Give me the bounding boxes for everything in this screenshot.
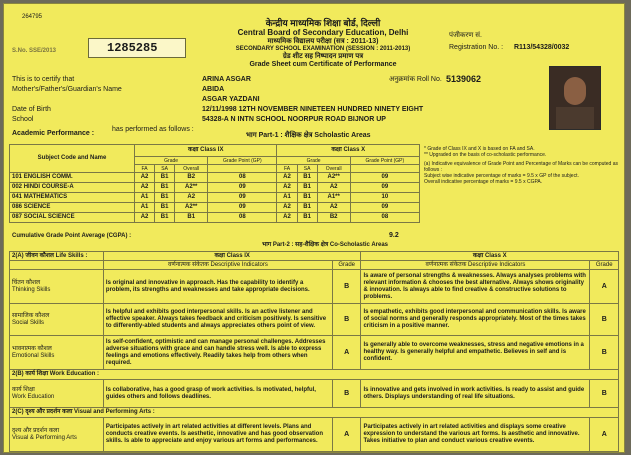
subject-row [10,213,420,223]
grade-header-10: Grade [277,157,350,165]
part2-label: भाग Part-2 : सह-शैक्षिक क्षेत्र Co-Scholastic Areas [262,242,389,248]
skill-grade-9: B [332,270,360,304]
grade-cell: A2 [277,203,297,213]
roll-number: 5139062 [446,74,482,84]
life-skill-row [10,304,619,336]
grade-cell: A1 [135,203,155,213]
note-2: ** Upgraded on the basis of co-scholastic performance. [424,152,547,158]
subject-code: 087 [12,214,23,220]
note-3: (a) Indicative equivalence of Grade Point and Percentage of Marks can be computed as follows : [424,161,619,173]
top-serial: 264795 [22,14,43,20]
class10-header: कक्षा Class X [277,145,420,157]
grade-cell: A2 [135,173,155,183]
subject-name-cell [10,183,135,193]
grade-cell: 09 [350,183,419,193]
work-education-row [10,380,619,408]
candidate-photo [549,66,601,130]
work-grade-10: B [590,380,619,408]
grade-cell: 09 [208,203,277,213]
grade-cell: A2** [175,183,208,193]
skill-grade-9: A [332,336,360,370]
skill-grade-10: A [590,270,619,304]
parent-label: Mother's/Father's/Guardian's Name [12,86,122,93]
roll-label: अनुक्रमांक Roll No. [389,76,442,83]
arts-hindi: दृश्य और प्रदर्शन कला [12,427,60,434]
grade-cell: 08 [208,173,277,183]
gp-header-10: Grade Point (GP) [350,157,419,165]
registration-label: Registration No. : [449,44,504,51]
arts-row [10,418,619,452]
subject-name: ENGLISH COMM. [23,174,73,180]
father-name: ASGAR YAZDANI [202,96,260,103]
subject-name-cell [10,203,135,213]
life-skill-row [10,270,619,304]
cgpa-value: 9.2 [389,232,399,239]
fa-header-9: FA [135,165,155,173]
sheet-title-hindi: ग्रेड शीट सह निष्पादन प्रमाण पत्र [282,53,364,60]
note-5: Overall indicative percentage of marks = 9.5 x CGPA. [424,179,543,185]
grade-cell: B1 [155,213,175,223]
grade-cell: A1** [317,193,350,203]
subject-name: HINDI COURSE-A [23,184,74,190]
grade-cell: 09 [208,193,277,203]
subject-name: MATHEMATICS [23,194,68,200]
subject-name-cell [10,193,135,203]
grading-notes [424,146,620,185]
grade-col-10: Grade [590,261,619,270]
grade-cell: A2 [277,173,297,183]
grade-cell: B1 [297,203,317,213]
skill-grade-10: B [590,336,619,370]
grade-cell: A2 [277,213,297,223]
subject-header: Subject Code and Name [10,145,135,173]
work-english: Work Education [12,393,55,400]
subject-row [10,173,420,183]
work-hindi: कार्य शिक्षा [12,386,35,393]
grade-cell: A2 [277,183,297,193]
registration-number: R113/54328/0032 [514,44,570,51]
grade-cell: B1 [155,193,175,203]
grade-cell: A2 [317,183,350,193]
grade-cell: A2 [317,203,350,213]
gp-header-9: Grade Point (GP) [208,157,277,165]
grade-cell: 09 [350,203,419,213]
co-class10-header: कक्षा Class X [361,252,619,261]
grade-cell: B1 [297,183,317,193]
arts-desc-10: Participates actively in art related activities and displays some creative expression to understand the various art forms. Is aesthetic and innovative. Takes initiative to plan and conduct various creative events. [361,418,590,452]
life-skill-row [10,336,619,370]
overall-header-9: Overall [175,165,208,173]
work-grade-9: B [332,380,360,408]
skill-grade-10: B [590,304,619,336]
skill-desc-10: Is generally able to overcome weaknesses, stress and negative emotions in a healthy way. Is generally helpful and empathetic. Believes in self and is confident. [361,336,590,370]
desc-header-10: वर्णनात्मक संकेतक Descriptive Indicators [361,261,590,270]
subject-name: SOCIAL SCIENCE [23,214,75,220]
skill-hindi: भावनात्मक कौशल [12,345,52,352]
dob-label: Date of Birth [12,106,51,113]
grade-cell: 08 [208,213,277,223]
serial-number: 1285285 [107,41,158,55]
photo-shoulders [556,107,594,129]
arts-header: 2(C) दृश्य और प्रदर्शन कला Visual and Performing Arts : [10,408,619,418]
work-header: 2(B) कार्य शिक्षा Work Education : [10,370,619,380]
subject-name-cell [10,173,135,183]
work-desc-9: Is collaborative, has a good grasp of work activities. Is motivated, helpful, guides others and follows deadlines. [103,380,332,408]
skill-hindi: चिंतन कौशल [12,279,41,286]
serial-prefix: S.No. SSE/2013 [12,48,57,54]
skill-english: Social Skills [12,319,45,326]
subject-row [10,203,420,213]
grade-cell: A2** [317,173,350,183]
skill-desc-10: Is aware of personal strengths & weaknesses. Always analyses problems with relevant information & chooses the best alternative. Always shows originality & innovation. Is always able to find creative & constructive solutions to problems. [361,270,590,304]
grade-cell: A2 [135,183,155,193]
part1-label: भाग Part-1 : शैक्षिक क्षेत्र Scholastic Areas [246,132,371,139]
class9-header: कक्षा Class IX [135,145,277,157]
subject-code: 041 [12,194,23,200]
skill-english: Emotional Skills [12,352,55,359]
subject-code: 086 [12,204,23,210]
board-name-hindi: केन्द्रीय माध्यमिक शिक्षा बोर्ड, दिल्ली [265,18,381,28]
desc-header-9: वर्णनात्मक संकेतक Descriptive Indicators [103,261,332,270]
mother-name: ABIDA [202,86,225,93]
school-label: School [12,116,34,123]
coscholastic-table [9,251,619,452]
grade-cell: B1 [297,193,317,203]
subject-row [10,183,420,193]
subject-name-cell [10,213,135,223]
subject-name: SCIENCE [23,204,51,210]
performance-label: has performed as follows : [112,126,194,133]
exam-name-hindi: माध्यमिक विद्यालय परीक्षा (सत्र : 2011-13) [267,38,379,45]
skill-desc-9: Is helpful and exhibits good interpersonal skills. Is an active listener and effective speaker. Always takes feedback and criticism positively. Is sensitive to differently-abled students and always appreciates others point of view. [103,304,332,336]
arts-grade-9: A [332,418,360,452]
fa-header-10: FA [277,165,297,173]
grade-sheet-document [3,3,625,453]
registration-hindi-label: पंजीकरण सं. [449,32,482,39]
serial-box [88,38,186,58]
arts-grade-10: A [590,418,619,452]
grade-cell: B1 [155,183,175,193]
grade-header-9: Grade [135,157,208,165]
work-desc-10: Is innovative and gets involved in work activities. Is ready to assist and guide others. Displays understanding of real life situations. [361,380,590,408]
academic-label: Academic Performance : [12,130,95,137]
grade-cell: A2 [135,213,155,223]
header-block [193,18,453,69]
grade-cell: B1 [155,173,175,183]
skill-english: Thinking Skills [12,286,51,293]
school-name: 54328-A N INTN SCHOOL NOORPUR ROAD BIJNOR UP [202,116,386,123]
sheet-title: Grade Sheet cum Certificate of Performance [249,61,397,68]
grade-cell: A1 [135,193,155,203]
date-of-birth: 12/11/1998 12TH NOVEMBER NINETEEN HUNDRED NINETY EIGHT [202,106,424,113]
life-skills-header: 2(A) जीवन कौशल Life Skills : [10,252,104,261]
grade-cell: B1 [297,173,317,183]
grade-cell: A1 [277,193,297,203]
grade-col-9: Grade [332,261,360,270]
overall-header-10: Overall [317,165,350,173]
grade-cell: 09 [350,173,419,183]
grade-cell: 08 [350,213,419,223]
certify-label: This is to certify that [12,76,75,83]
sa-header-10: SA [297,165,317,173]
grade-cell: A2** [175,203,208,213]
grade-cell: 10 [350,193,419,203]
board-name: Central Board of Secondary Education, Delhi [237,28,409,37]
arts-desc-9: Participates actively in art related activities at different levels. Plans and conducts creative events. Is aesthetic, innovative and has good observation skills. Is able to appreciate and enjoy various art forms and performances. [103,418,332,452]
cgpa-label: Cumulative Grade Point Average (CGPA) : [12,233,132,239]
skill-hindi: सामाजिक कौशल [12,312,50,319]
grade-cell: B1 [297,213,317,223]
subject-code: 101 [12,174,23,180]
exam-name: SECONDARY SCHOOL EXAMINATION (SESSION : 2011-2013) [235,46,411,52]
note-1: * Grade of Class IX and X is based on FA and SA. [424,146,535,152]
grade-cell: 09 [208,183,277,193]
grade-cell: B1 [175,213,208,223]
arts-english: Visual & Performing Arts [12,434,77,441]
photo-face [564,77,586,105]
grade-cell: B1 [155,203,175,213]
note-4: Subject wise indicative percentage of marks = 9.5 x GP of the subject. [424,173,579,179]
skill-desc-10: Is empathetic, exhibits good interpersonal and communication skills. Is aware of social norms and generally responds appropriately. Most of the times takes criticism in a positive manner. [361,304,590,336]
co-class9-header: कक्षा Class IX [103,252,361,261]
skill-desc-9: Is original and innovative in approach. Has the capability to identify a problem, its strengths and weaknesses and take appropriate decisions. [103,270,332,304]
subject-row [10,193,420,203]
scholastic-table [9,144,420,223]
skill-grade-9: B [332,304,360,336]
skill-desc-9: Is self-confident, optimistic and can manage personal challenges. Addresses adverse situations with grace and can handle stress well. Is able to express feelings and emotions effectively. Readily takes help from others when required. [103,336,332,370]
grade-cell: B2 [317,213,350,223]
sa-header-9: SA [155,165,175,173]
candidate-name: ARINA ASGAR [202,76,251,83]
subject-code: 002 [12,184,23,190]
grade-cell: A2 [175,193,208,203]
grade-cell: B2 [175,173,208,183]
